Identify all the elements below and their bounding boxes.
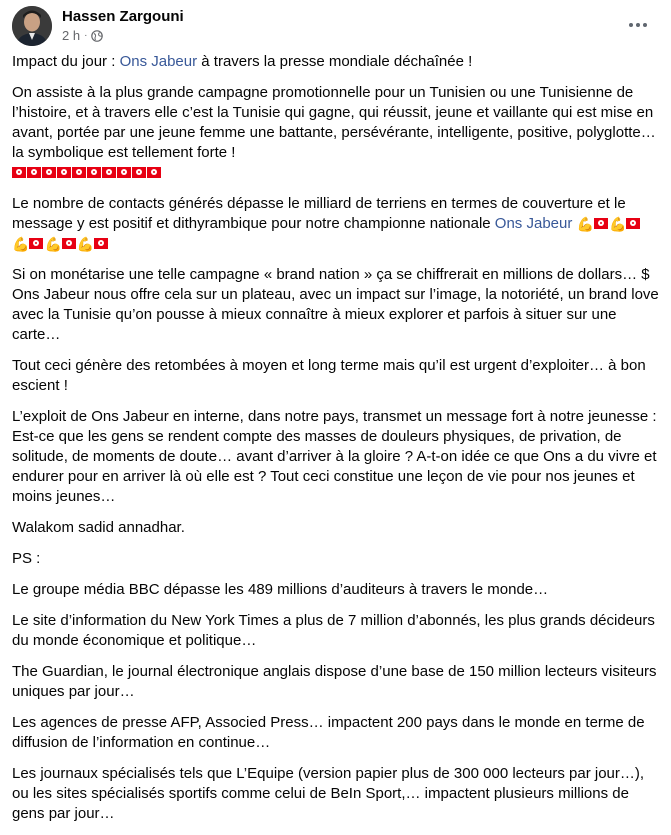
post-header bbox=[12, 6, 659, 50]
meta-separator: · bbox=[84, 30, 88, 41]
globe-icon[interactable] bbox=[91, 30, 103, 42]
paragraph-text: Le nombre de contacts générés dépasse le milliard de terriens en termes de couverture et le message y est positif et dithyrambique pour notre championne nationale bbox=[12, 195, 626, 232]
tunisia-flag-icon bbox=[27, 167, 41, 178]
tunisia-flag-icon bbox=[29, 238, 43, 249]
paragraph-2 bbox=[12, 83, 660, 183]
tunisia-flag-icon bbox=[594, 218, 608, 229]
paragraph-10: Le site d’information du New York Times a plus de 7 million d’abonnés, les plus grands décideurs du monde économique et politique… bbox=[12, 612, 655, 649]
flag-emoji-row bbox=[12, 164, 162, 181]
paragraph-3 bbox=[12, 194, 660, 254]
more-dot-icon bbox=[636, 23, 640, 27]
author-name[interactable]: Hassen Zargouni bbox=[62, 8, 184, 25]
tunisia-flag-icon bbox=[62, 238, 76, 249]
avatar[interactable] bbox=[12, 6, 52, 46]
tunisia-flag-icon bbox=[94, 238, 108, 249]
tunisia-flag-icon bbox=[147, 167, 161, 178]
paragraph-12: Les agences de presse AFP, Associed Press… impactent 200 pays dans le monde en terme de diffusion de l’information en continue… bbox=[12, 714, 645, 751]
paragraph-4: Si on monétarise une telle campagne « brand nation » ça se chiffrerait en millions de dollars… $ Ons Jabeur nous offre cela sur un plateau, avec un impact sur l’image, la notoriété, un brand love avec la Tunisie qu’on pousse à mieux connaître à mieux explorer et parfois à situer sur une carte… bbox=[12, 266, 659, 343]
paragraph-text: à travers la presse mondiale déchaînée ! bbox=[197, 53, 473, 70]
paragraph-11: The Guardian, le journal électronique anglais dispose d’une base de 150 million lecteurs visiteurs uniques par jour… bbox=[12, 663, 657, 700]
paragraph-text: On assiste à la plus grande campagne promotionnelle pour un Tunisien ou une Tunisienne de l’histoire, et à travers elle c’est la Tunisie qui gagne, qui réussit, jeune et vaillante qui est mise en avant, portée par une jeune femme une battante, persévérante, intelligente, positive, polyglotte… la symbolique est tellement forte ! bbox=[12, 84, 656, 161]
paragraph-1 bbox=[12, 52, 660, 72]
tunisia-flag-icon bbox=[626, 218, 640, 229]
tunisia-flag-icon bbox=[42, 167, 56, 178]
more-dot-icon bbox=[629, 23, 633, 27]
paragraph-13: Les journaux spécialisés tels que L’Equipe (version papier plus de 300 000 lecteurs par jour…), ou les sites spécialisés sportifs comme celui de BeIn Sport,… impactent plusieurs millions de gens par jour… bbox=[12, 765, 645, 822]
tunisia-flag-icon bbox=[132, 167, 146, 178]
flexed-biceps-icon: 💪 bbox=[44, 236, 62, 252]
flexed-biceps-icon: 💪 bbox=[576, 216, 594, 232]
flexed-biceps-icon: 💪 bbox=[12, 236, 30, 252]
mention-ons-jabeur[interactable]: Ons Jabeur bbox=[119, 53, 198, 70]
more-dot-icon bbox=[643, 23, 647, 27]
paragraph-text: Impact du jour : bbox=[12, 53, 120, 70]
tunisia-flag-icon bbox=[57, 167, 71, 178]
mention-ons-jabeur[interactable]: Ons Jabeur bbox=[494, 215, 573, 232]
tunisia-flag-icon bbox=[87, 167, 101, 178]
flexed-biceps-icon: 💪 bbox=[608, 216, 627, 232]
paragraph-8: PS : bbox=[12, 550, 41, 567]
paragraph-7: Walakom sadid annadhar. bbox=[12, 519, 185, 536]
post-meta bbox=[62, 28, 103, 43]
tunisia-flag-icon bbox=[72, 167, 86, 178]
more-options-button[interactable] bbox=[623, 10, 653, 40]
tunisia-flag-icon bbox=[102, 167, 116, 178]
post-time[interactable]: 2 h bbox=[62, 28, 81, 43]
paragraph-6: L’exploit de Ons Jabeur en interne, dans notre pays, transmet un message fort à notre jeunesse : Est-ce que les gens se rendent compte des masses de douleurs physiques, de privation, de solitude, de moments de doute… avant d’arriver à la gloire ? A-t-on idée ce que Ons a du vivre et endurer pour en arriver là où elle est ? Tout ceci constitue une leçon de vie pour nos jeunes et moins jeunes… bbox=[12, 408, 657, 505]
tunisia-flag-icon bbox=[12, 167, 26, 178]
avatar-image bbox=[12, 6, 52, 46]
post-content bbox=[12, 52, 660, 835]
paragraph-5: Tout ceci génère des retombées à moyen et long terme mais qu’il est urgent d’exploiter… à bon escient ! bbox=[12, 357, 646, 394]
paragraph-9: Le groupe média BBC dépasse les 489 millions d’auditeurs à travers le monde… bbox=[12, 581, 549, 598]
flexed-biceps-icon: 💪 bbox=[76, 236, 95, 252]
tunisia-flag-icon bbox=[117, 167, 131, 178]
